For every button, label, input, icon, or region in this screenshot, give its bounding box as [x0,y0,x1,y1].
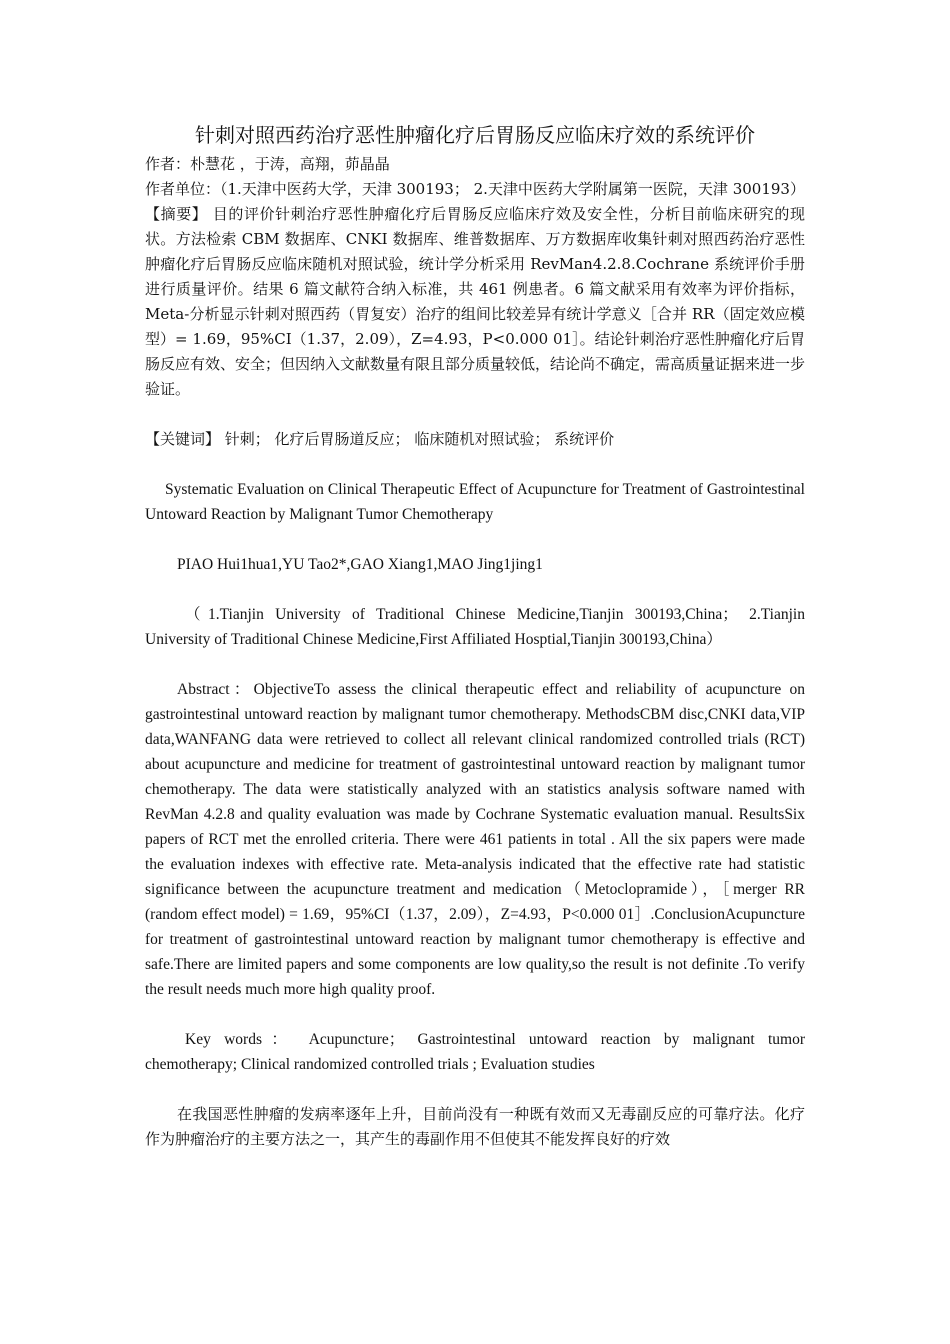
keywords-cn-text: 针刺； 化疗后胃肠道反应； 临床随机对照试验； 系统评价 [220,430,615,448]
authors-en: PIAO Hui1hua1,YU Tao2*,GAO Xiang1,MAO Jing1jing1 [177,556,543,573]
affiliation-cn: 作者单位：（1.天津中医药大学，天津 300193； 2.天津中医药大学附属第一医院，天津 300193） [145,180,805,198]
abstract-cn-label: 【摘要】 [145,205,208,223]
abstract-en: Abstract：ObjectiveTo assess the clinical therapeutic effect and reliability of acupuncture on gastrointestinal untoward reaction by malignant tumor chemotherapy. MethodsCBM disc,CNKI data,VIP data,WANFANG data were retrieved to collect all relevant clinical randomized controlled trials (RCT) about acupuncture and medicine for treatment of gastrointestinal untoward reaction by malignant tumor chemotherapy. The data were statistically analyzed with an statistics analysis software named with RevMan 4.2.8 and quality evaluation was made by Cochrane Systematic evaluation manual. ResultsSix papers of RCT met the enrolled criteria. There were 461 patients in total . All the six papers were made the evaluation indexes with effective rate. Meta-analysis indicated that the effective rate had statistic significance between the acupuncture treatment and medication（Metoclopramide），［merger RR (random effect model) = 1.69，95%CI（1.37，2.09），Z=4.93，P<0.000 01］.ConclusionAcupuncture for treatment of gastrointestinal untoward reaction by malignant tumor chemotherapy is effective and safe.There are limited papers and some components are low quality,so the result is not definite .To verify the result needs much more high quality proof. [145,681,805,998]
keywords-cn [145,427,805,452]
paper-title: 针刺对照西药治疗恶性肿瘤化疗后胃肠反应临床疗效的系统评价 [195,123,755,147]
keywords-en: Key words： Acupuncture； Gastrointestinal untoward reaction by malignant tumor chemotherapy; Clinical randomized controlled trials ; Evaluation studies [145,1031,805,1073]
abstract-cn-text: 目的评价针刺治疗恶性肿瘤化疗后胃肠反应临床疗效及安全性，分析目前临床研究的现状。方法检索 CBM 数据库、CNKI 数据库、维普数据库、万方数据库收集针刺对照西药治疗恶性肿瘤化疗后胃肠反应临床随机对照试验，统计学分析采用 RevMan4.2.8.Cochrane 系统评价手册进行质量评价。结果 6 篇文献符合纳入标准，共 461 例患者。6 篇文献采用有效率为评价指标，Meta-分析显示针刺对照西药（胃复安）治疗的组间比较差异有统计学意义［合并 RR（固定效应模型）= 1.69，95%CI（1.37，2.09），Z=4.93，P<0.000 01］。结论针刺治疗恶性肿瘤化疗后胃肠反应有效、安全；但因纳入文献数量有限且部分质量较低，结论尚不确定，需高质量证据来进一步验证。 [145,205,806,398]
abstract-cn [145,202,805,402]
title-en: Systematic Evaluation on Clinical Therapeutic Effect of Acupuncture for Treatment of Gastrointestinal Untoward Reaction by Malignant Tumor Chemotherapy [145,481,805,523]
body-paragraph: 在我国恶性肿瘤的发病率逐年上升，目前尚没有一种既有效而又无毒副反应的可靠疗法。化疗作为肿瘤治疗的主要方法之一，其产生的毒副作用不但使其不能发挥良好的疗效 [145,1105,805,1148]
authors-cn: 作者：朴慧花 ，于涛，高翔，茆晶晶 [145,155,390,173]
keywords-cn-label: 【关键词】 [145,430,221,448]
affiliation-en: （1.Tianjin University of Traditional Chinese Medicine,Tianjin 300193,China； 2.Tianjin University of Traditional Chinese Medicine,First Affiliated Hosptial,Tianjin 300193,China） [145,606,805,648]
paper-page [145,118,805,1152]
